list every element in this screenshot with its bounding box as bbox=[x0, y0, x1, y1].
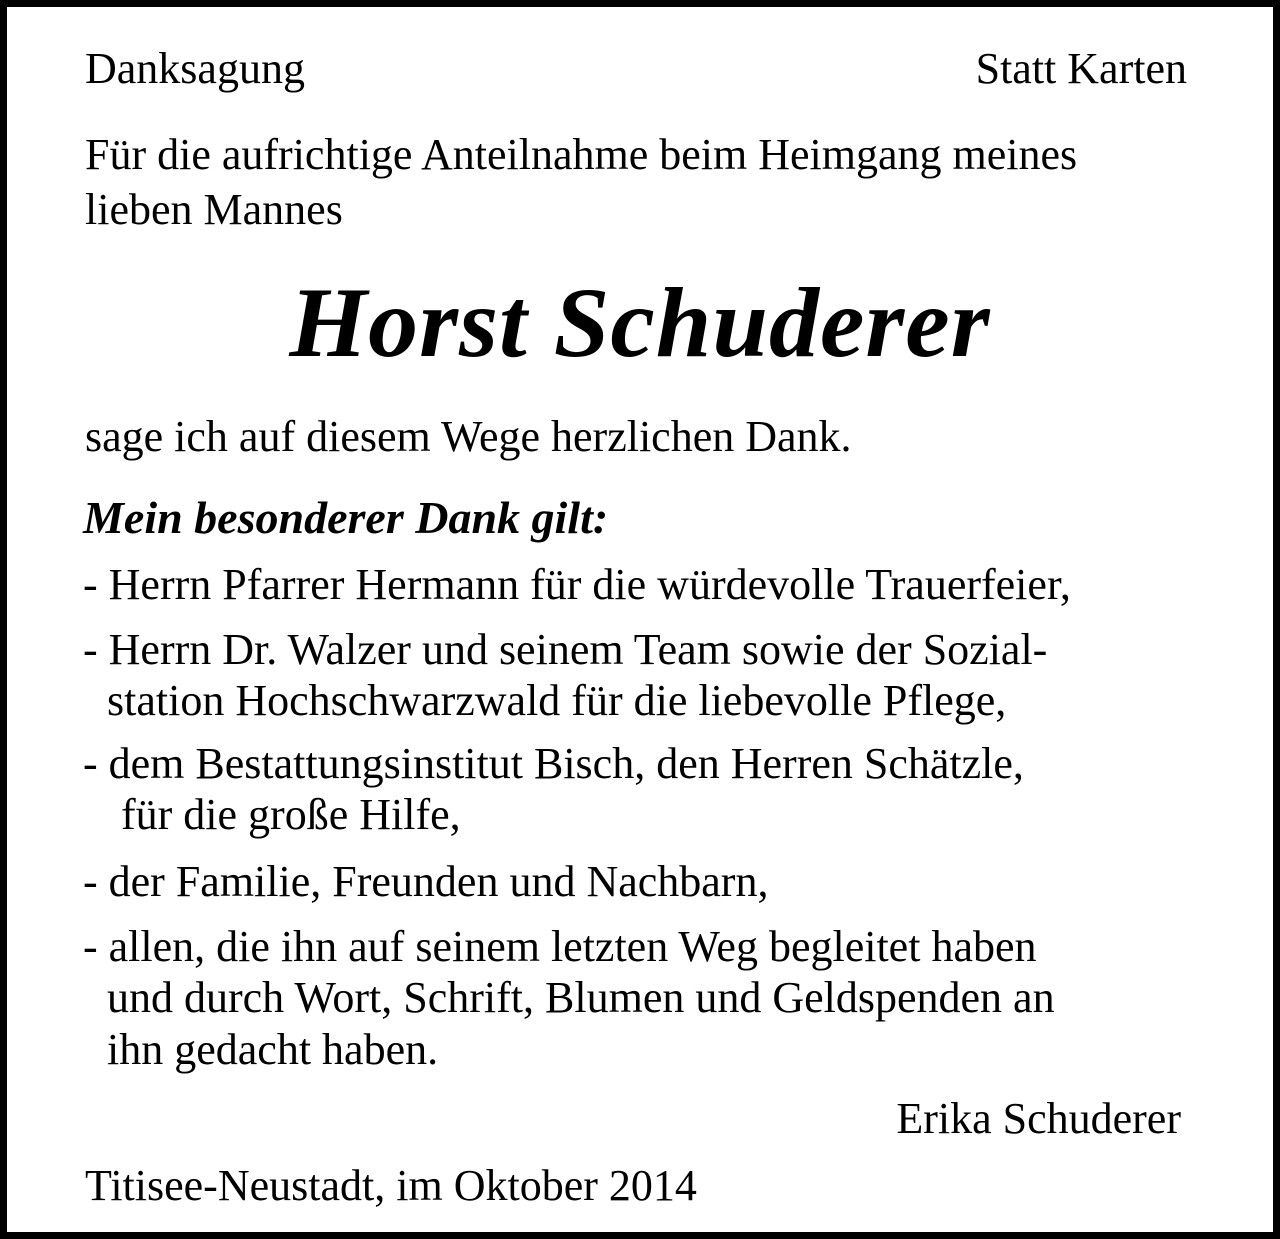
thanks-item-5-line-3: ihn gedacht haben. bbox=[107, 1025, 439, 1074]
thanks-item-1-line-1: - Herrn Pfarrer Hermann für die würdevolle Trauerfeier, bbox=[83, 560, 1071, 609]
thanks-item-5-line-1: - allen, die ihn auf seinem letzten Weg begleitet haben bbox=[83, 922, 1037, 971]
thanks-item-5-line-2: und durch Wort, Schrift, Blumen und Geldspenden an bbox=[107, 973, 1055, 1022]
statt-karten-label: Statt Karten bbox=[975, 44, 1187, 93]
thanks-item-3-line-2: für die große Hilfe, bbox=[121, 790, 461, 839]
intro-line-1: Für die aufrichtige Anteilnahme beim Heimgang meines bbox=[85, 130, 1078, 179]
notice-type-label: Danksagung bbox=[85, 44, 305, 93]
thanks-item-2-line-2: station Hochschwarzwald für die liebevolle Pflege, bbox=[107, 676, 1007, 725]
place-and-date: Titisee-Neustadt, im Oktober 2014 bbox=[85, 1161, 697, 1210]
thanks-item-2-line-1: - Herrn Dr. Walzer und seinem Team sowie der Sozial- bbox=[83, 625, 1048, 674]
thanks-item-4-line-1: - der Familie, Freunden und Nachbarn, bbox=[83, 857, 769, 906]
thanks-sentence: sage ich auf diesem Wege herzlichen Dank. bbox=[85, 412, 852, 461]
signature: Erika Schuderer bbox=[896, 1094, 1181, 1143]
thanks-item-3-line-1: - dem Bestattungsinstitut Bisch, den Herren Schätzle, bbox=[83, 739, 1024, 788]
intro-line-2: lieben Mannes bbox=[85, 185, 343, 234]
special-thanks-heading: Mein besonderer Dank gilt: bbox=[83, 492, 609, 543]
deceased-name: Horst Schuderer bbox=[289, 267, 991, 378]
